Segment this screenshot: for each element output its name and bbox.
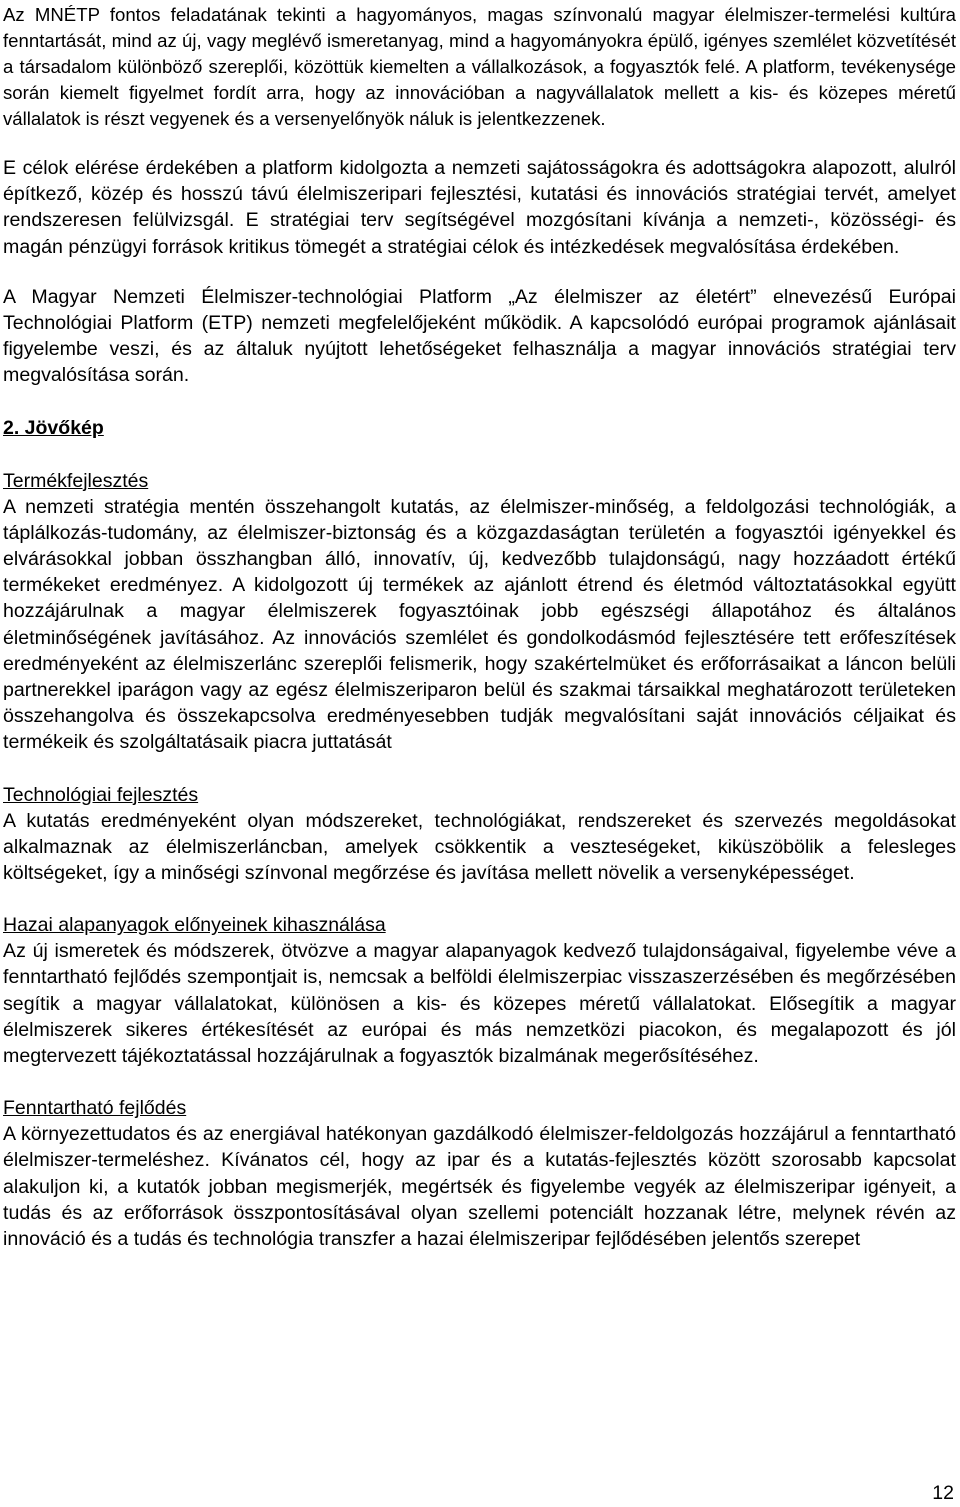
subsection-technologiai-fejlesztes [3,782,956,887]
subsection-title: Hazai alapanyagok előnyeinek kihasználása [3,914,386,937]
intro-paragraph-3: A Magyar Nemzeti Élelmiszer-technológiai Platform „Az élelmiszer az életért” elnevezésű Európai Technológiai Platform (ETP) nemzeti megfelelőjeként működik. A kapcsolódó európai programok ajánlásait figyelembe veszi, és az általuk nyújtott lehetőségeket felhasználja a magyar innovációs stratégiai terv megvalósítása során. [3,285,956,387]
subsection-fenntarthato-fejlodes [3,1095,956,1252]
subsection-termekfejlesztes [3,468,956,756]
subsection-text: Az új ismeretek és módszerek, ötvözve a magyar alapanyagok kedvező tulajdonságaival, figyelembe véve a fenntartható fejlődés szempontjait is, nemcsak a belföldi élelmiszerpiac visszaszerzésében és megőrzésében segítik a magyar vállalatokat, különösen a kis- és közepes méretű vállalatokat. Elősegítik a magyar élelmiszerek sikeres értékesítését az európai és más nemzetközi piacokon, és megalapozott és jól megtervezett tájékoztatással hozzájárulnak a fogyasztók bizalmának megerősítéséhez. [3,940,956,1068]
subsection-text: A kutatás eredményeként olyan módszereket, technológiákat, rendszereket és szervezés megoldásokat alkalmaznak az élelmiszerláncban, amelyek csökkentik a veszteségeket, kiküszöbölik a felesleges költségeket, így a minőségi színvonal megőrzése és javítása mellett növelik a versenyképességet. [3,809,956,885]
subsection-hazai-alapanyagok [3,912,956,1069]
intro-paragraph-2: E célok elérése érdekében a platform kidolgozta a nemzeti sajátosságokra és adottságokra alapozott, alulról építkező, közép és hosszú távú élelmiszeripari fejlesztési, kutatási és innovációs stratégiai tervét, amelyet rendszeresen felülvizsgál. E stratégiai terv segítségével mozgósítani kívánja a nemzeti-, közösségi- és magán pénzügyi források kritikus tömegét a stratégiai célok és intézkedések megvalósítása érdekében. [3,157,956,258]
subsection-title: Technológiai fejlesztés [3,783,199,806]
subsection-title: Termékfejlesztés [3,469,149,492]
page-number: 12 [932,1482,954,1504]
subsection-text: A nemzeti stratégia mentén összehangolt kutatás, az élelmiszer-minőség, a feldolgozási technológiák, a táplálkozás-tudomány, az élelmiszer-biztonság és a közgazdaságtan területén a fogyasztói igényekkel és elvárásokkal jobban összhangban álló, innovatív, új, kedvezőbb tulajdonságú, nagy hozzáadott értékű termékeket eredményez. A kidolgozott új termékek az ajánlott étrend és életmód változtatásokkal együtt hozzájárulnak a magyar élelmiszerek fogyasztóinak jobb egészségi állapotához és általános életminőségének javításához. Az innovációs szemlélet és gondolkodásmód fejlesztésére tett erőfeszítések eredményeként az élelmiszerlánc szereplői felismerik, hogy szakértelmüket és erőforrásaikat a láncon belüli partnerekkel iparágon vagy az egész élelmiszeriparon belül és szakmai társaikkal meghatározott területeken összehangolva és összekapcsolva eredményesebben tudják megvalósítani saját innovációs céljaikat és termékeik és szolgáltatásaik piacra juttatását [3,495,956,754]
subsection-text: A környezettudatos és az energiával hatékonyan gazdálkodó élelmiszer-feldolgozás hozzájárul a fenntartható élelmiszer-termeléshez. Kívánatos cél, hogy az ipar és a kutatás-fejlesztés között szorosabb kapcsolat alakuljon ki, a kutatók jobban megismerjék, megértsék és figyelembe vegyék az élelmiszeripar igényeit, a tudás és az erőforrások összpontosításával olyan szellemi potenciált hozzanak létre, melynek révén az innováció és a tudás és technológia transzfer a hazai élelmiszeripar fejlődésében jelentős szerepet [3,1123,956,1251]
intro-paragraph-1: Az MNÉTP fontos feladatának tekinti a hagyományos, magas színvonalú magyar élelmiszer-termelési kultúra fenntartását, mind az új, vagy meglévő ismeretanyag, mind a hagyományokra épülő, igényes szemlélet közvetítését a társadalom különböző szereplői, közöttük kiemelten a vállalkozások, a fogyasztók felé. A platform, tevékenysége során kiemelt figyelmet fordít arra, hogy az innovációban a nagyvállalatok mellett a kis- és közepes méretű vállalatok is részt vegyenek és a versenyelőnyök náluk is jelentkezzenek. [3,4,956,129]
section-heading: 2. Jövőkép [3,416,104,439]
subsection-title: Fenntartható fejlődés [3,1097,187,1120]
